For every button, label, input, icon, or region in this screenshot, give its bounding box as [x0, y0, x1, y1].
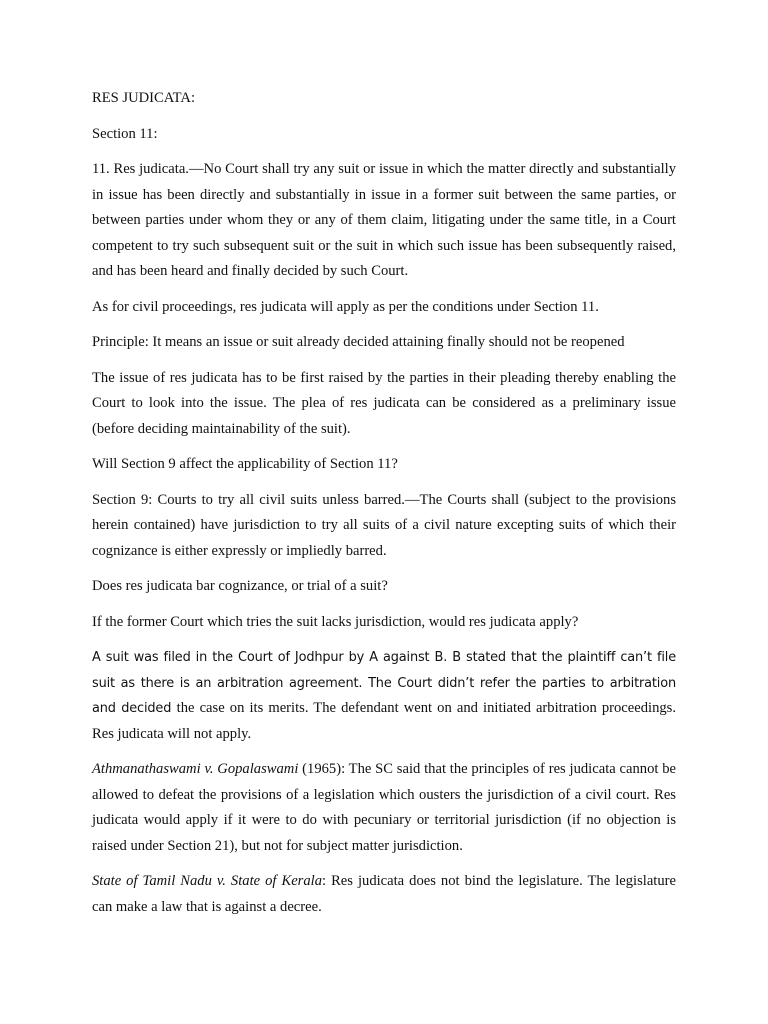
document-heading: RES JUDICATA:	[92, 90, 196, 106]
section-11-text: 11. Res judicata.—No Court shall try any suit or issue in which the matter directly and substantially in issue has been directly and substantially in issue in a former suit between the same parties, or between parties under whom they or any of them claim, litigating under the same title, in a Court competent to try such subsequent suit or the suit in which such issue has been subsequently raised, and has been heard and finally decided by such Court.	[92, 161, 676, 279]
case-name-tamil-nadu: State of Tamil Nadu v. State of Kerala	[92, 873, 323, 889]
case-name-athmanathaswami: Athmanathaswami v. Gopalaswami	[92, 761, 299, 777]
document-page	[92, 86, 676, 930]
jodhpur-example-paragraph	[92, 645, 676, 747]
civil-proceedings-paragraph: As for civil proceedings, res judicata will apply as per the conditions under Section 11.	[92, 298, 599, 315]
case-tamil-nadu-paragraph	[92, 869, 676, 920]
section-label: Section 11:	[92, 125, 158, 142]
case-athmanathaswami-paragraph	[92, 757, 676, 859]
example-text-serif: the case on its merits. The defendant went on and initiated arbitration proceedings. Res judicata will not apply.	[92, 700, 676, 742]
cognizance-question: Does res judicata bar cognizance, or trial of a suit?	[92, 578, 388, 594]
section-9-question: Will Section 9 affect the applicability of Section 11?	[92, 456, 398, 472]
section-9-text: Section 9: Courts to try all civil suits unless barred.—The Courts shall (subject to the provisions herein contained) have jurisdiction to try all suits of a civil nature excepting suits of which their cognizance is either expressly or impliedly barred.	[92, 491, 676, 559]
jurisdiction-question: If the former Court which tries the suit lacks jurisdiction, would res judicata apply?	[92, 613, 579, 630]
case-text-tamil-nadu: : Res judicata does not bind the legislature. The legislature can make a law that is against a decree.	[92, 873, 676, 915]
case-text-athmanathaswami: (1965): The SC said that the principles of res judicata cannot be allowed to defeat the provisions of a legislation which ousters the jurisdiction of a civil court. Res judicata would apply if it were to do with pecuniary or territorial jurisdiction (if no objection is raised under Section 21), but not for subject matter jurisdiction.	[92, 761, 676, 854]
plea-paragraph: The issue of res judicata has to be first raised by the parties in their pleading thereby enabling the Court to look into the issue. The plea of res judicata can be considered as a preliminary issue (before deciding maintainability of the suit).	[92, 369, 676, 437]
example-text-sans: A suit was filed in the Court of Jodhpur by A against B. B stated that the plaintiff can’t file suit as there is an arbitration agreement. The Court didn’t refer the parties to arbitration and decided	[92, 650, 676, 716]
principle-paragraph: Principle: It means an issue or suit already decided attaining finally should not be reopened	[92, 334, 625, 350]
